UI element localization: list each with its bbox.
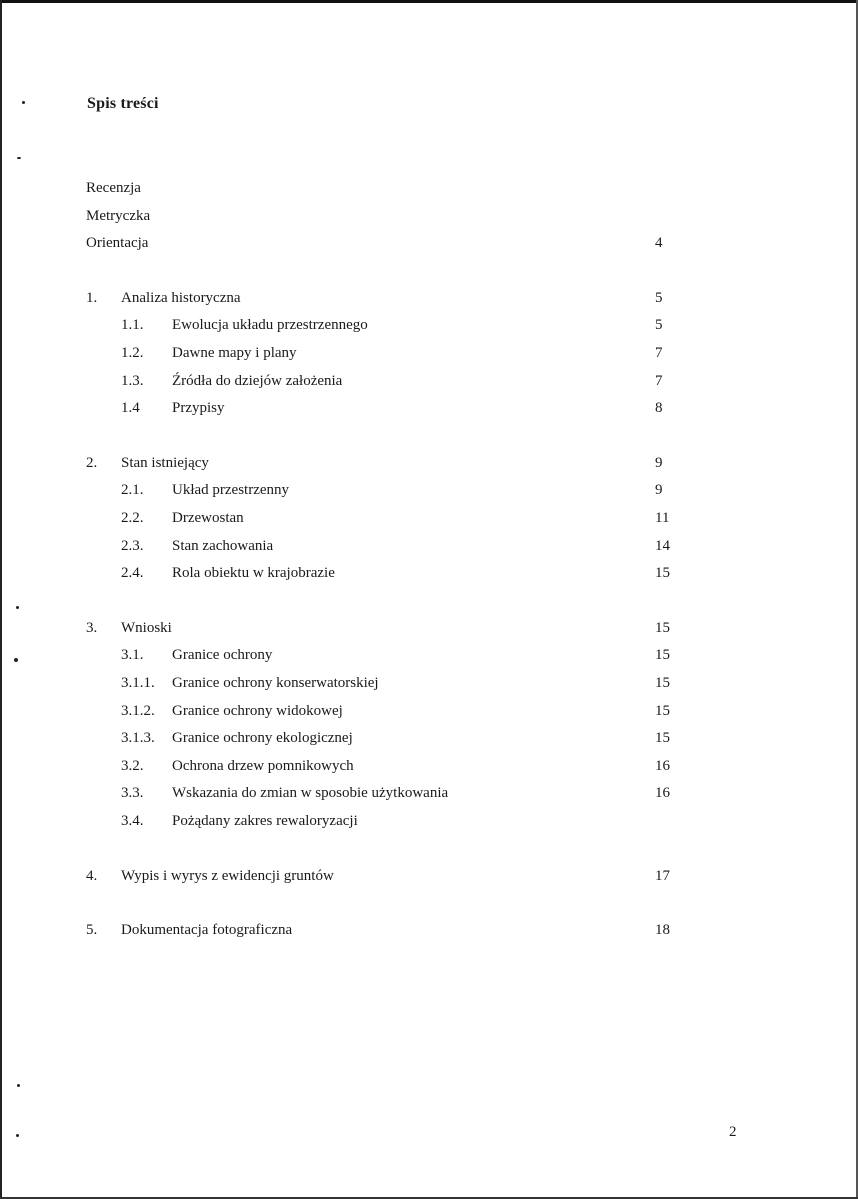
toc-entry (0, 343, 858, 363)
toc-entry-label: Granice ochrony konserwatorskiej (172, 675, 379, 691)
toc-entry-label: Stan zachowania (172, 537, 274, 554)
toc-entry (0, 920, 858, 940)
toc-entry-page: 18 (655, 922, 670, 939)
toc-entry-number: 3.2. (121, 757, 144, 774)
toc-entry-page: 17 (655, 867, 670, 884)
toc-entry (0, 233, 858, 253)
toc-entry-page: 9 (655, 482, 663, 499)
toc-entry-label: Wypis i wyrys z ewidencji gruntów (121, 867, 334, 884)
toc-entry-page: 15 (655, 730, 670, 747)
toc-entry-number: 2.3. (121, 537, 144, 554)
scan-speck (16, 1134, 19, 1137)
toc-entry-number: 3.4. (121, 813, 144, 829)
toc-entry (0, 371, 858, 391)
toc-entry-label: Rola obiektu w krajobrazie (172, 565, 335, 582)
toc-entry-number: 3.1.3. (121, 730, 155, 747)
toc-entry-label: Orientacja (86, 235, 149, 252)
toc-entry-page: 8 (655, 400, 663, 417)
toc-entry-number: 3.1. (121, 647, 144, 664)
toc-entry-label: Pożądany zakres rewaloryzacji (172, 813, 358, 829)
toc-entry-label: Granice ochrony (172, 647, 273, 664)
toc-entry (0, 398, 858, 418)
toc-entry (0, 673, 858, 693)
toc-entry-page: 9 (655, 454, 663, 471)
scan-speck (22, 101, 25, 104)
toc-entry-label: Recenzja (86, 180, 141, 196)
toc-entry-label: Ewolucja układu przestrzennego (172, 317, 368, 334)
toc-entry-label: Analiza historyczna (121, 289, 241, 306)
toc-entry-label: Źródła do dziejów założenia (172, 372, 343, 389)
toc-entry (0, 508, 858, 528)
toc-entry-page: 7 (655, 345, 663, 361)
toc-entry-page: 7 (655, 372, 663, 389)
toc-entry-label: Drzewostan (172, 510, 244, 526)
toc-entry (0, 811, 858, 831)
toc-entry-label: Wnioski (121, 619, 172, 636)
toc-entry-page: 11 (655, 510, 670, 526)
toc-entry-label: Dokumentacja fotograficzna (121, 922, 293, 939)
toc-entry (0, 480, 858, 500)
toc-entry-label: Dawne mapy i plany (172, 345, 297, 361)
toc-entry-page: 15 (655, 619, 670, 636)
toc-entry-label: Stan istniejący (121, 454, 209, 471)
toc-entry-number: 3.1.1. (121, 675, 155, 691)
toc-entry (0, 536, 858, 556)
toc-entry-number: 5. (86, 922, 98, 939)
page-number: 2 (729, 1124, 737, 1140)
scan-speck (17, 1084, 20, 1087)
toc-entry (0, 206, 858, 226)
toc-entry (0, 701, 858, 721)
scan-border-top (0, 0, 858, 3)
toc-entry-page: 15 (655, 702, 670, 719)
toc-entry (0, 618, 858, 638)
toc-title: Spis treści (87, 95, 159, 112)
toc-entry-page: 16 (655, 757, 670, 774)
scan-speck (17, 157, 21, 159)
toc-entry-number: 2.2. (121, 510, 144, 526)
toc-entry (0, 453, 858, 473)
toc-entry-label: Granice ochrony ekologicznej (172, 730, 353, 747)
toc-entry (0, 563, 858, 583)
toc-entry (0, 728, 858, 748)
toc-entry-page: 15 (655, 647, 670, 664)
toc-entry-number: 1.3. (121, 372, 144, 389)
toc-entry (0, 783, 858, 803)
toc-entry (0, 866, 858, 886)
toc-entry-number: 3.1.2. (121, 702, 155, 719)
toc-entry (0, 756, 858, 776)
toc-entry (0, 178, 858, 198)
toc-entry-number: 3.3. (121, 785, 144, 802)
toc-entry-label: Przypisy (172, 400, 225, 417)
toc-entry-label: Wskazania do zmian w sposobie użytkowania (172, 785, 449, 802)
scan-speck (16, 606, 19, 609)
toc-entry-number: 1.4 (121, 400, 140, 417)
toc-entry-number: 4. (86, 867, 98, 884)
toc-entry-number: 2. (86, 454, 98, 471)
toc-entry (0, 288, 858, 308)
toc-entry (0, 645, 858, 665)
toc-entry-page: 4 (655, 235, 663, 252)
toc-entry-page: 5 (655, 317, 663, 334)
toc-entry-label: Ochrona drzew pomnikowych (172, 757, 354, 774)
toc-entry-number: 2.4. (121, 565, 144, 582)
toc-entry-page: 15 (655, 565, 670, 582)
toc-entry-number: 1. (86, 289, 98, 306)
toc-entry-page: 14 (655, 537, 670, 554)
toc-entry-label: Układ przestrzenny (172, 482, 290, 499)
toc-entry-label: Granice ochrony widokowej (172, 702, 343, 719)
toc-entry-number: 1.2. (121, 345, 144, 361)
toc-entry-number: 1.1. (121, 317, 144, 334)
toc-entry-page: 15 (655, 675, 670, 691)
toc-entry-number: 3. (86, 619, 98, 636)
toc-entry-label: Metryczka (86, 207, 151, 224)
toc-entry-number: 2.1. (121, 482, 144, 499)
toc-entry-page: 16 (655, 785, 670, 802)
toc-entry (0, 315, 858, 335)
toc-entry-page: 5 (655, 289, 663, 306)
